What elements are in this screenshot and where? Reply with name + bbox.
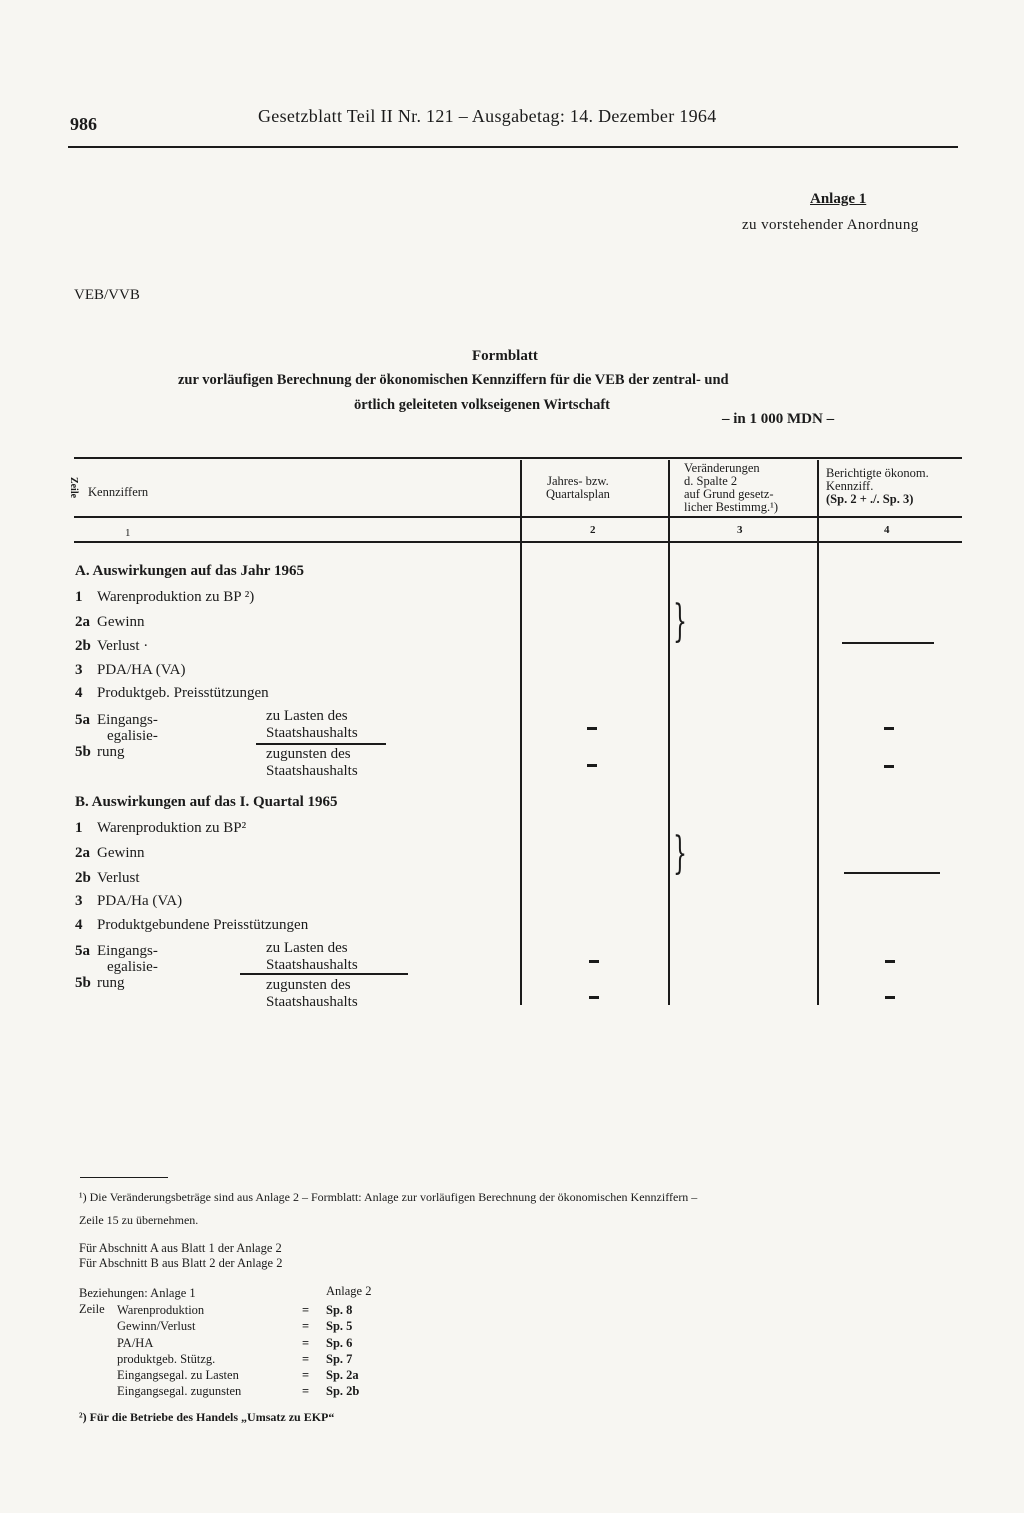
bez-row-left: produktgeb. Stützg. [117,1351,216,1366]
footnote-2: ²) Für die Betriebe des Handels „Umsatz zu EKP“ [79,1410,335,1424]
table-row [75,917,308,934]
bez-eq: = [302,1303,310,1317]
eg-label-line: rung [97,744,125,760]
eg-b-line: zugunsten des [266,977,351,993]
eg-number-a: 5a [75,943,90,959]
section-a-title: A. Auswirkungen auf das Jahr 1965 [75,563,304,579]
table-row [75,820,246,837]
footnote-1-line-2: Zeile 15 zu übernehmen. [79,1213,199,1227]
table-row [75,614,145,631]
row-number: 3 [75,893,83,909]
brace-b: } [673,828,687,879]
table-row [75,870,140,887]
table-top-rule [74,457,962,459]
eg-label [97,943,158,991]
bez-row [117,1302,241,1400]
abschnitt-b: Für Abschnitt B aus Blatt 2 der Anlage 2 [79,1256,283,1270]
table-row [75,589,254,606]
table-row [75,893,182,910]
eg-number-b: 5b [75,975,91,991]
eg-b-line: Staatshaushalts [266,763,358,779]
eg-label-line: egalisie- [107,728,158,744]
eg-underline [240,973,408,975]
col-header-changes [684,462,778,514]
section-b-title: B. Auswirkungen auf das I. Quartal 1965 [75,794,338,810]
col-divider-2 [668,460,670,1005]
col-divider-3 [817,460,819,1005]
eg-underline [256,743,386,745]
eg-label-line: egalisie- [107,959,158,975]
dash-a-col2-1 [587,727,597,730]
eg-label-line: rung [97,975,125,991]
row-label: PDA/Ha (VA) [97,893,183,909]
table-row [75,662,185,679]
dash-a-col4-2 [884,765,894,768]
dash-b-col4-1 [885,960,895,963]
row-number: 2a [75,845,90,861]
form-subtitle-1: zur vorläufigen Berechnung der ökonomischen Kennziffern für die VEB der zentral- und [178,372,729,388]
row-label: Warenproduktion zu BP² [97,820,247,836]
col-number-4: 4 [884,524,890,536]
bez-eq: = [302,1335,310,1350]
col-header-corrected [826,467,929,506]
row-number: 4 [75,685,83,701]
row-label: Warenproduktion zu BP ²) [97,589,255,605]
col-header-changes-line: d. Spalte 2 [684,474,738,488]
bez-row-left: Gewinn/Verlust [117,1319,196,1334]
eg-label-line: Eingangs- [97,943,158,959]
eg-a-line: zu Lasten des [266,940,348,956]
abschnitt-a: Für Abschnitt A aus Blatt 1 der Anlage 2 [79,1241,282,1255]
eg-a-line: Staatshaushalts [266,725,358,741]
row-label: Gewinn [97,845,145,861]
row-label: Produktgeb. Preisstützungen [97,685,269,701]
brace-a: } [673,596,687,647]
row-label: PDA/HA (VA) [97,662,186,678]
bez-row-left: Warenproduktion [117,1303,205,1317]
eg-label [97,712,158,760]
eg-a-text [266,708,358,742]
bez-header-left: Beziehungen: Anlage 1 [79,1286,196,1300]
dash-a-col2-2 [587,764,597,767]
table-row [75,845,145,862]
row-number: 1 [75,820,83,836]
footnote-1-line-1: ¹) Die Veränderungsbeträge sind aus Anlage 2 – Formblatt: Anlage zur vorläufigen Berechnung der ökonomischen Kennziffern – [79,1190,698,1204]
eg-number-a: 5a [75,712,90,728]
bez-zeile: Zeile [79,1302,105,1316]
bez-row-right: Sp. 6 [326,1335,353,1350]
bez-row-right: Sp. 8 [326,1303,353,1317]
form-subtitle-2: örtlich geleiteten volkseigenen Wirtschaft [354,397,610,413]
page-number: 986 [70,114,97,134]
bez-header-right: Anlage 2 [326,1284,372,1298]
col-header-plan [546,475,610,501]
bez-row-left: Eingangsegal. zugunsten [117,1384,242,1399]
row-number: 2b [75,638,91,654]
bez-row-left: PA/HA [117,1335,154,1350]
row-label: Gewinn [97,614,145,630]
col-header-corrected-line: Kennziff. [826,479,874,493]
bez-row-left: Eingangsegal. zu Lasten [117,1368,239,1383]
eg-a-text [266,940,358,974]
blank-line-b [844,872,940,874]
col-divider-1 [520,460,522,1005]
row-label: Verlust [97,870,140,886]
eg-a-line: Staatshaushalts [266,957,358,973]
bez-eq-col [302,1302,309,1400]
eg-a-line: zu Lasten des [266,708,348,724]
header-rule [68,146,958,148]
dash-b-col2-1 [589,960,599,963]
unit-label: – in 1 000 MDN – [722,411,835,427]
col-header-kennziffern: Kennziffern [88,485,149,499]
table-num-rule [74,541,962,543]
zeile-vertical: Zeile [68,476,80,499]
table-row [75,638,148,655]
table-row [75,685,269,702]
col-number-1: 1 [125,527,131,539]
blank-line-a [842,642,934,644]
col-header-plan-line: Quartalsplan [546,487,610,501]
row-number: 3 [75,662,83,678]
bez-right-col [326,1302,359,1400]
footnote-rule [80,1177,168,1178]
row-number: 2a [75,614,90,630]
col-header-changes-line: auf Grund gesetz- [684,487,774,501]
bez-eq: = [302,1319,310,1334]
row-number: 4 [75,917,83,933]
dash-b-col4-2 [885,996,895,999]
row-number: 2b [75,870,91,886]
annex-label: Anlage 1 [810,191,867,207]
bez-eq: = [302,1351,310,1366]
dash-a-col4-1 [884,727,894,730]
eg-label-line: Eingangs- [97,712,158,728]
eg-b-text [266,977,358,1011]
col-header-corrected-line: (Sp. 2 + ./. Sp. 3) [826,492,914,506]
col-header-corrected-line: Berichtigte ökonom. [826,466,929,480]
col-number-2: 2 [590,524,596,536]
org-label: VEB/VVB [74,287,140,303]
table-head-rule [74,516,962,518]
bez-row-right: Sp. 2a [326,1368,359,1383]
col-header-changes-line: Veränderungen [684,461,760,475]
row-number: 1 [75,589,83,605]
bez-eq: = [302,1384,310,1399]
bez-row-right: Sp. 2b [326,1384,360,1399]
form-title: Formblatt [472,348,538,364]
eg-b-text [266,746,358,780]
col-header-plan-line: Jahres- bzw. [547,474,609,488]
row-label: Verlust · [97,638,149,654]
eg-b-line: zugunsten des [266,746,351,762]
annex-sub: zu vorstehender Anordnung [742,217,919,233]
eg-b-line: Staatshaushalts [266,994,358,1010]
dash-b-col2-2 [589,996,599,999]
row-label: Produktgebundene Preisstützungen [97,917,309,933]
bez-row-right: Sp. 5 [326,1319,353,1334]
col-number-3: 3 [737,524,743,536]
running-title: Gesetzblatt Teil II Nr. 121 – Ausgabetag: 14. Dezember 1964 [258,106,717,126]
bez-row-right: Sp. 7 [326,1351,353,1366]
col-header-changes-line: licher Bestimmg.¹) [684,500,779,514]
bez-eq: = [302,1368,310,1383]
eg-number-b: 5b [75,744,91,760]
